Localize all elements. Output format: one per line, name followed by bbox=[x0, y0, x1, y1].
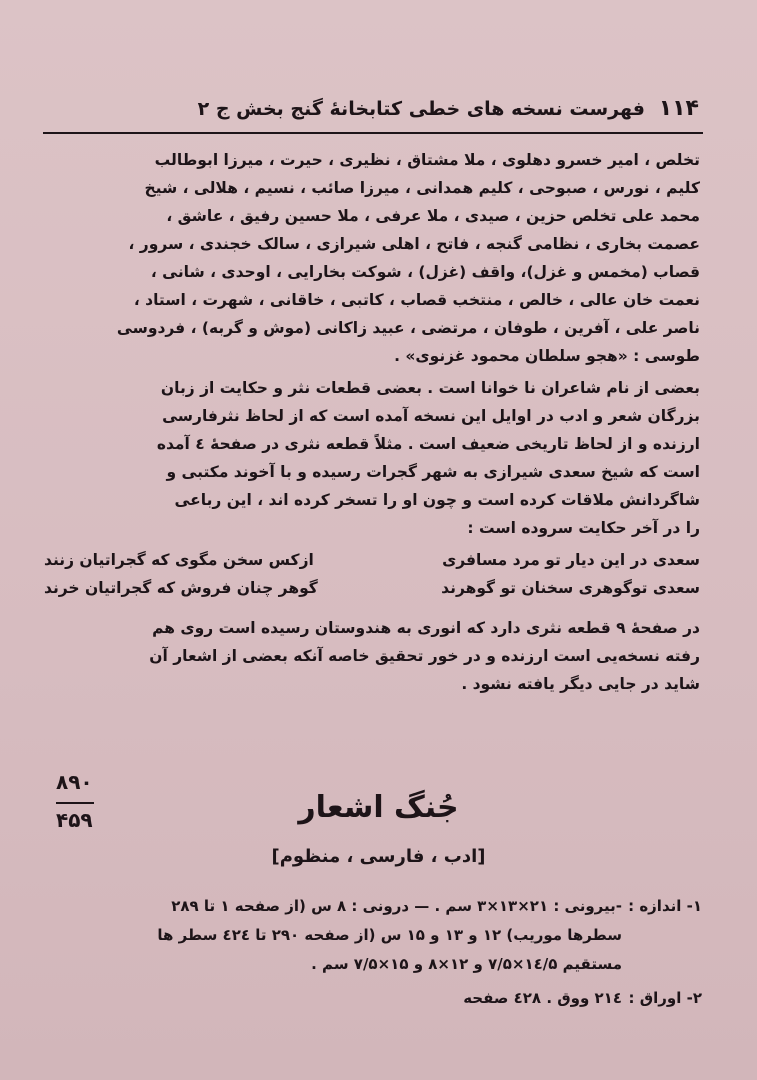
hemistich-first: سعدی توگوهری سخنان تو گوهرند bbox=[441, 579, 700, 597]
poets-paragraph bbox=[44, 146, 700, 370]
size-line: مستقیم ۱٤/۵×۷/۵ و ۱۲×۸ و ۱۵×۷/۵ سم . bbox=[311, 955, 622, 973]
entry-title: جُنگ اشعار bbox=[298, 790, 459, 825]
hemistich-first: سعدی در این دیار تو مرد مسافری bbox=[442, 551, 700, 569]
text-line: را در آخر حکایت سروده است : bbox=[467, 519, 700, 537]
leaves-count: ۲۱٤ ووق . ٤۲۸ صفحه bbox=[463, 989, 622, 1007]
hemistich-second: ازکس سخن مگوی که گجراتیان زنند bbox=[44, 551, 314, 569]
text-line: نعمت خان عالی ، خالص ، منتخب قصاب ، کاتبی ، خاقانی ، شهرت ، استاد ، bbox=[133, 291, 700, 309]
entry-call-number: ۴۵۹ bbox=[56, 808, 93, 832]
text-line: است که شیخ سعدی شیرازی به شهر گجرات رسیده و با آخوند مکتبی و bbox=[166, 463, 700, 481]
text-line: بزرگان شعر و ادب در اوایل این نسخه آمده است که از لحاظ نثرفارسی bbox=[162, 407, 700, 425]
text-line: در صفحهٔ ۹ قطعه نثری دارد که انوری به هندوستان رسیده است روی هم bbox=[152, 619, 700, 637]
leaves-spec bbox=[54, 984, 702, 1013]
verse-line bbox=[44, 574, 700, 602]
body-text bbox=[44, 146, 700, 698]
text-line: قصاب (مخمس و غزل)، واقف (غزل) ، شوکت بخارایی ، اوحدی ، شانی ، bbox=[150, 263, 700, 281]
text-line: محمد علی تخلص حزین ، صیدی ، ملا عرفی ، ملا حسین رفیق ، عاشق ، bbox=[166, 207, 700, 225]
text-line: ناصر علی ، آفرین ، طوفان ، مرتضی ، عبید زاکانی (موش و گربه) ، فردوسی bbox=[116, 319, 700, 337]
size-line: -بیرونی : ۲۱×۱۳×۳ سم . — درونی : ۸ س (از صفحه ۱ تا ۲۸۹ bbox=[171, 897, 622, 915]
description-paragraph bbox=[44, 374, 700, 542]
text-line: طوسی : «هجو سلطان محمود غزنوی» . bbox=[394, 347, 700, 365]
verse-line bbox=[44, 546, 700, 574]
text-line: عصمت بخاری ، نظامی گنجه ، فاتح ، اهلی شیرازی ، سالک خجندی ، سرور ، bbox=[128, 235, 700, 253]
text-line: شاگردانش ملاقات کرده است و چون او را تسخر کرده اند ، این رباعی bbox=[174, 491, 700, 509]
text-line: ارزنده و از لحاظ تاریخی ضعیف است . مثلاً قطعه نثری در صفحهٔ ٤ آمده bbox=[156, 435, 700, 453]
closing-paragraph bbox=[44, 614, 700, 698]
text-line: تخلص ، امیر خسرو دهلوی ، ملا مشتاق ، نظیری ، حیرت ، میرزا ابوطالب bbox=[154, 151, 700, 169]
text-line: شاید در جایی دیگر یافته نشود . bbox=[461, 675, 700, 693]
leaves-label: ۲- اوراق : bbox=[628, 989, 702, 1007]
hemistich-second: گوهر چنان فروش که گجراتیان خرند bbox=[44, 579, 318, 597]
running-title: فهرست نسخه های خطی کتابخانهٔ گنج بخش ج ۲ bbox=[197, 98, 645, 120]
page-header bbox=[43, 92, 703, 134]
verse-block bbox=[44, 546, 700, 602]
text-line: بعضی از نام شاعران نا خوانا است . بعضی قطعات نثر و حکایت از زبان bbox=[160, 379, 700, 397]
entry-subject: [ادب ، فارسی ، منظوم] bbox=[271, 846, 486, 867]
text-line: رفته نسخه‌یی است ارزنده و در خور تحقیق خاصه آنکه بعضی از اشعار آن bbox=[149, 647, 700, 665]
size-label: ۱- اندازه : bbox=[628, 897, 702, 915]
size-line: سطرها موریب) ۱۲ و ۱۳ و ۱۵ س (از صفحه ۲۹۰ تا ٤٢٤ سطر ها bbox=[157, 926, 622, 944]
page-number: ۱۱۴ bbox=[658, 96, 699, 121]
text-line: کلیم ، نورس ، صبوحی ، کلیم همدانی ، میرزا صائب ، نسیم ، هلالی ، شیخ bbox=[144, 179, 700, 197]
entry-number: ۸۹۰ bbox=[56, 770, 93, 794]
size-spec bbox=[54, 892, 702, 979]
